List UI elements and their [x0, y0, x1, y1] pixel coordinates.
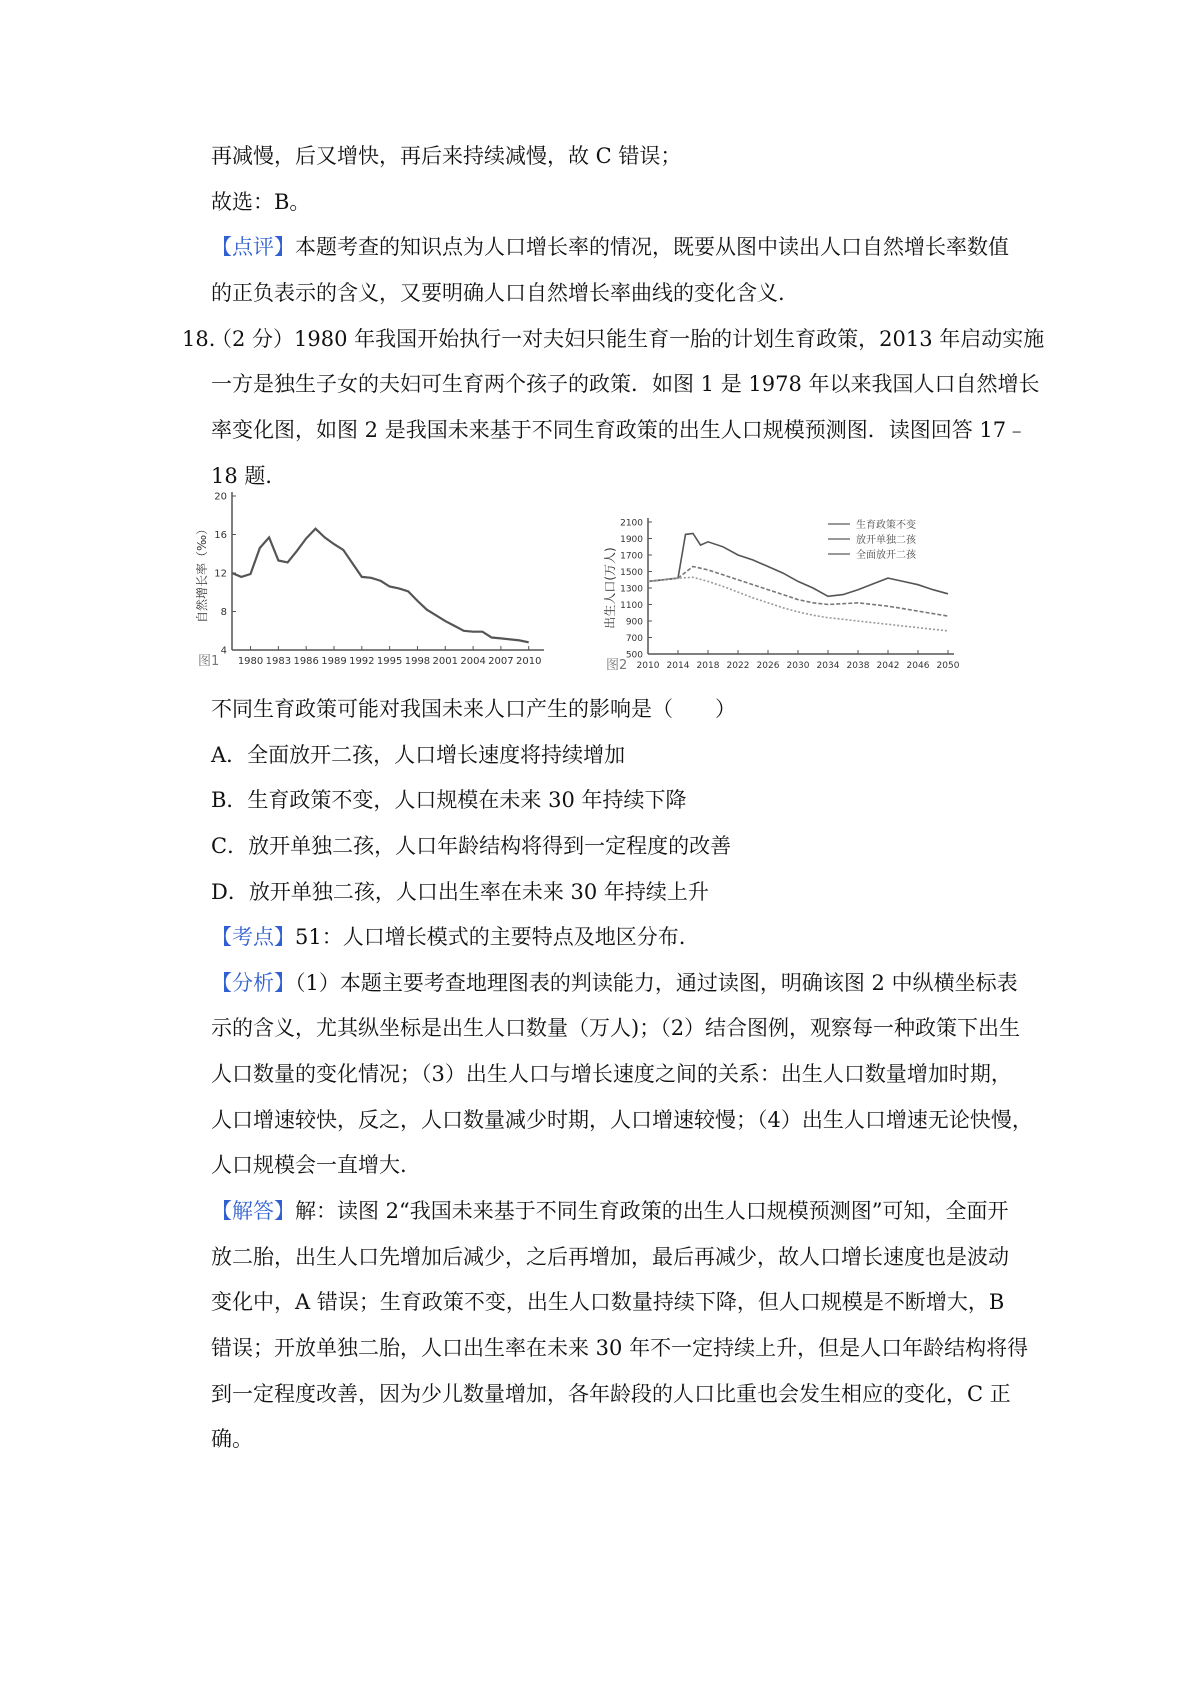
x-tick-label: 1995: [376, 656, 403, 667]
option-b: B．生育政策不变，人口规模在未来 30 年持续下降: [211, 788, 687, 812]
x-tick-label: 2004: [460, 656, 486, 667]
text-line: 的正负表示的含义，又要明确人口自然增长率曲线的变化含义.: [211, 281, 785, 305]
text-line: 人口数量的变化情况；（3）出生人口与增长速度之间的关系：出生人口数量增加时期，: [211, 1062, 1012, 1086]
option-d: D．放开单独二孩，人口出生率在未来 30 年持续上升: [211, 880, 709, 904]
x-tick-label: 2022: [726, 661, 750, 671]
x-tick-label: 2042: [876, 661, 900, 671]
text-line: 变化中，A 错误；生育政策不变，出生人口数量持续下降，但人口规模是不断增大，B: [211, 1290, 1005, 1314]
text-line: 本题考查的知识点为人口增长率的情况，既要从图中读出人口自然增长率数值: [295, 235, 1009, 259]
x-tick-label: 2007: [488, 656, 514, 667]
x-tick-label: 2010: [636, 661, 660, 671]
y-tick-label: 1700: [620, 551, 643, 562]
analysis-paragraph: [211, 968, 1018, 998]
figure-label: 图1: [198, 654, 220, 669]
x-tick-label: 1983: [265, 656, 292, 667]
option-c: C．放开单独二孩，人口年龄结构将得到一定程度的改善: [211, 834, 732, 858]
legend-label: 生育政策不变: [856, 520, 916, 531]
text-line: 51：人口增长模式的主要特点及地区分布.: [295, 925, 686, 949]
series-line: [648, 567, 948, 617]
series-line: [648, 577, 948, 631]
x-tick-label: 1992: [349, 656, 375, 667]
y-tick-label: 900: [625, 617, 643, 628]
series-line: [232, 529, 529, 643]
x-tick-label: 2001: [432, 656, 458, 667]
x-tick-label: 1989: [321, 656, 347, 667]
text-line: 18 题．: [211, 464, 287, 488]
text-line: （1）本题主要考查地理图表的判读能力，通过读图，明确该图 2 中纵横坐标表: [295, 971, 1018, 995]
option-a: A．全面放开二孩，人口增长速度将持续增加: [211, 743, 626, 767]
answer-paragraph: [211, 1196, 1009, 1226]
kaodian-tag: 【考点】: [211, 925, 295, 949]
x-tick-label: 2030: [786, 661, 810, 671]
legend-label: 放开单独二孩: [856, 535, 916, 546]
text-line: 人口增速较快，反之，人口数量减少时期，人口增速较慢；（4）出生人口增速无论快慢，: [211, 1108, 1033, 1132]
text-line: 放二胎，出生人口先增加后减少，之后再增加，最后再减少，故人口增长速度也是波动: [211, 1245, 1009, 1269]
x-tick-label: 2038: [846, 661, 870, 671]
x-tick-label: 1998: [404, 656, 431, 667]
x-tick-label: 2034: [816, 661, 840, 671]
figure-label: 图2: [606, 658, 628, 673]
x-tick-label: 1980: [237, 656, 264, 667]
y-tick-label: 4: [220, 645, 227, 657]
y-tick-label: 1900: [620, 535, 643, 545]
y-tick-label: 12: [214, 568, 227, 580]
y-tick-label: 700: [625, 634, 643, 644]
text-line: 人口规模会一直增大.: [211, 1153, 407, 1177]
text-line: 故选：B。: [211, 190, 311, 214]
text-line: 确。: [211, 1427, 253, 1451]
answer-tag: 【解答】: [211, 1199, 295, 1223]
analysis-tag: 【分析】: [211, 971, 295, 995]
question-number: 18.: [182, 327, 216, 351]
text-line: 示的含义，尤其纵坐标是出生人口数量（万人)；（2）结合图例，观察每一种政策下出生: [211, 1016, 1021, 1040]
y-axis-label: 出生人口(万人): [604, 547, 617, 629]
x-tick-label: 2050: [936, 661, 960, 671]
x-tick-label: 2014: [666, 661, 690, 671]
text-line: 一方是独生子女的夫妇可生育两个孩子的政策．如图 1 是 1978 年以来我国人口自然增长: [211, 372, 1040, 396]
y-tick-label: 500: [625, 650, 643, 661]
kaodian-paragraph: [211, 922, 685, 952]
text-line: 解：读图 2“我国未来基于不同生育政策的出生人口规模预测图”可知，全面开: [295, 1199, 1009, 1223]
text-line: 再减慢，后又增快，再后来持续减慢，故 C 错误；: [211, 144, 682, 168]
y-tick-label: 1300: [620, 584, 643, 595]
comment-tag: 【点评】: [211, 235, 295, 259]
x-tick-label: 2010: [516, 656, 542, 667]
x-tick-label: 1986: [293, 656, 319, 667]
legend-label: 全面放开二孩: [856, 550, 916, 561]
y-tick-label: 16: [214, 530, 227, 541]
y-tick-label: 2100: [620, 518, 643, 529]
text-line: 错误；开放单独二胎，人口出生率在未来 30 年不一定持续上升，但是人口年龄结构将得: [211, 1336, 1029, 1360]
y-tick-label: 1500: [620, 568, 643, 578]
y-axis-label: 自然增长率（‰）: [196, 522, 209, 624]
x-tick-label: 2018: [696, 661, 720, 671]
x-tick-label: 2046: [906, 661, 930, 671]
question-stem: 不同生育政策可能对我国未来人口产生的影响是（ ）: [211, 697, 736, 721]
text-line: 率变化图，如图 2 是我国未来基于不同生育政策的出生人口规模预测图．读图回答 17﹣: [211, 418, 1028, 442]
y-tick-label: 8: [220, 607, 227, 618]
text-line: 到一定程度改善，因为少儿数量增加，各年龄段的人口比重也会发生相应的变化，C 正: [211, 1382, 1011, 1406]
y-tick-label: 1100: [620, 601, 643, 611]
x-tick-label: 2026: [756, 661, 780, 671]
y-tick-label: 20: [214, 491, 227, 503]
text-line: （2 分）1980 年我国开始执行一对夫妇只能生育一胎的计划生育政策，2013 年启动实施: [211, 327, 1045, 351]
comment-paragraph: [211, 232, 1009, 262]
